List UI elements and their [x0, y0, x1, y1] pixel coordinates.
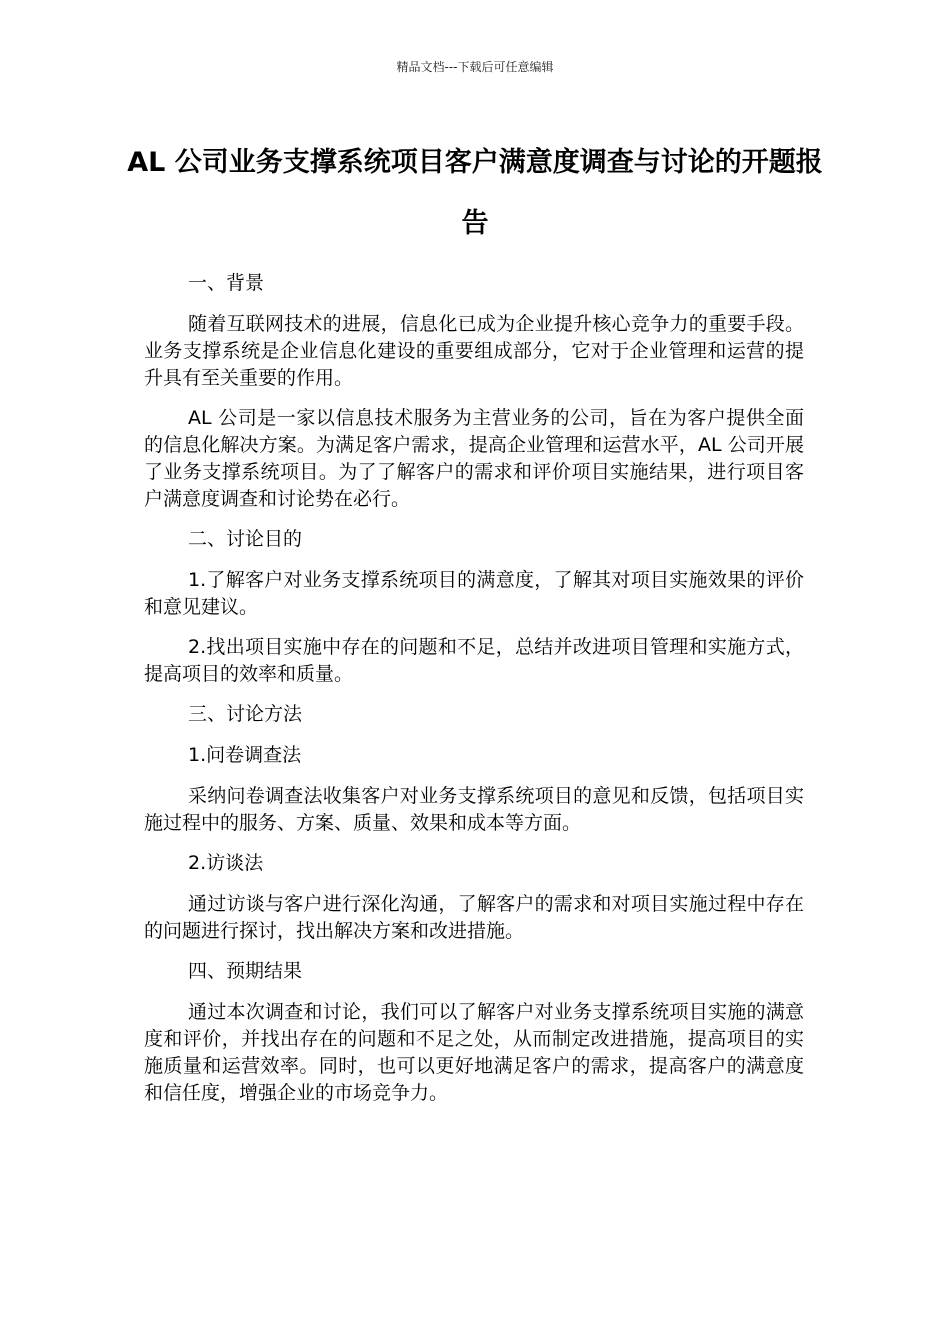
section-heading-background: 一、背景: [188, 272, 265, 294]
subheading-interview: 2.访谈法: [188, 852, 264, 874]
document-title: AL 公司业务支撑系统项目客户满意度调查与讨论的开题报告: [127, 147, 823, 239]
paragraph: AL 公司是一家以信息技术服务为主营业务的公司，旨在为客户提供全面的信息化解决方案。为满足客户需求，提高企业管理和运营水平，AL 公司开展了业务支撑系统项目。为了了解客户的需求和评价项目实施结果，进行项目客户满意度调查和讨论势在必行。: [144, 407, 804, 510]
section-heading-methods: 三、讨论方法: [188, 703, 303, 725]
paragraph: 采纳问卷调查法收集客户对业务支撑系统项目的意见和反馈，包括项目实施过程中的服务、方案、质量、效果和成本等方面。: [144, 785, 804, 834]
subheading-questionnaire: 1.问卷调查法: [188, 744, 302, 766]
page-header-note: 精品文档---下载后可任意编辑: [396, 60, 554, 74]
paragraph: 通过本次调查和讨论，我们可以了解客户对业务支撑系统项目实施的满意度和评价，并找出存在的问题和不足之处，从而制定改进措施，提高项目的实施质量和运营效率。同时，也可以更好地满足客户的需求，提高客户的满意度和信任度，增强企业的市场竞争力。: [144, 1001, 804, 1104]
paragraph: 通过访谈与客户进行深化沟通，了解客户的需求和对项目实施过程中存在的问题进行探讨，找出解决方案和改进措施。: [144, 893, 804, 942]
section-heading-expected-results: 四、预期结果: [188, 960, 303, 982]
paragraph: 随着互联网技术的进展，信息化已成为企业提升核心竞争力的重要手段。业务支撑系统是企业信息化建设的重要组成部分，它对于企业管理和运营的提升具有至关重要的作用。: [144, 313, 804, 389]
section-heading-purpose: 二、讨论目的: [188, 528, 303, 550]
document-body: [144, 270, 804, 1120]
paragraph: 1.了解客户对业务支撑系统项目的满意度，了解其对项目实施效果的评价和意见建议。: [144, 569, 804, 618]
paragraph: 2.找出项目实施中存在的问题和不足，总结并改进项目管理和实施方式，提高项目的效率和质量。: [144, 636, 804, 685]
